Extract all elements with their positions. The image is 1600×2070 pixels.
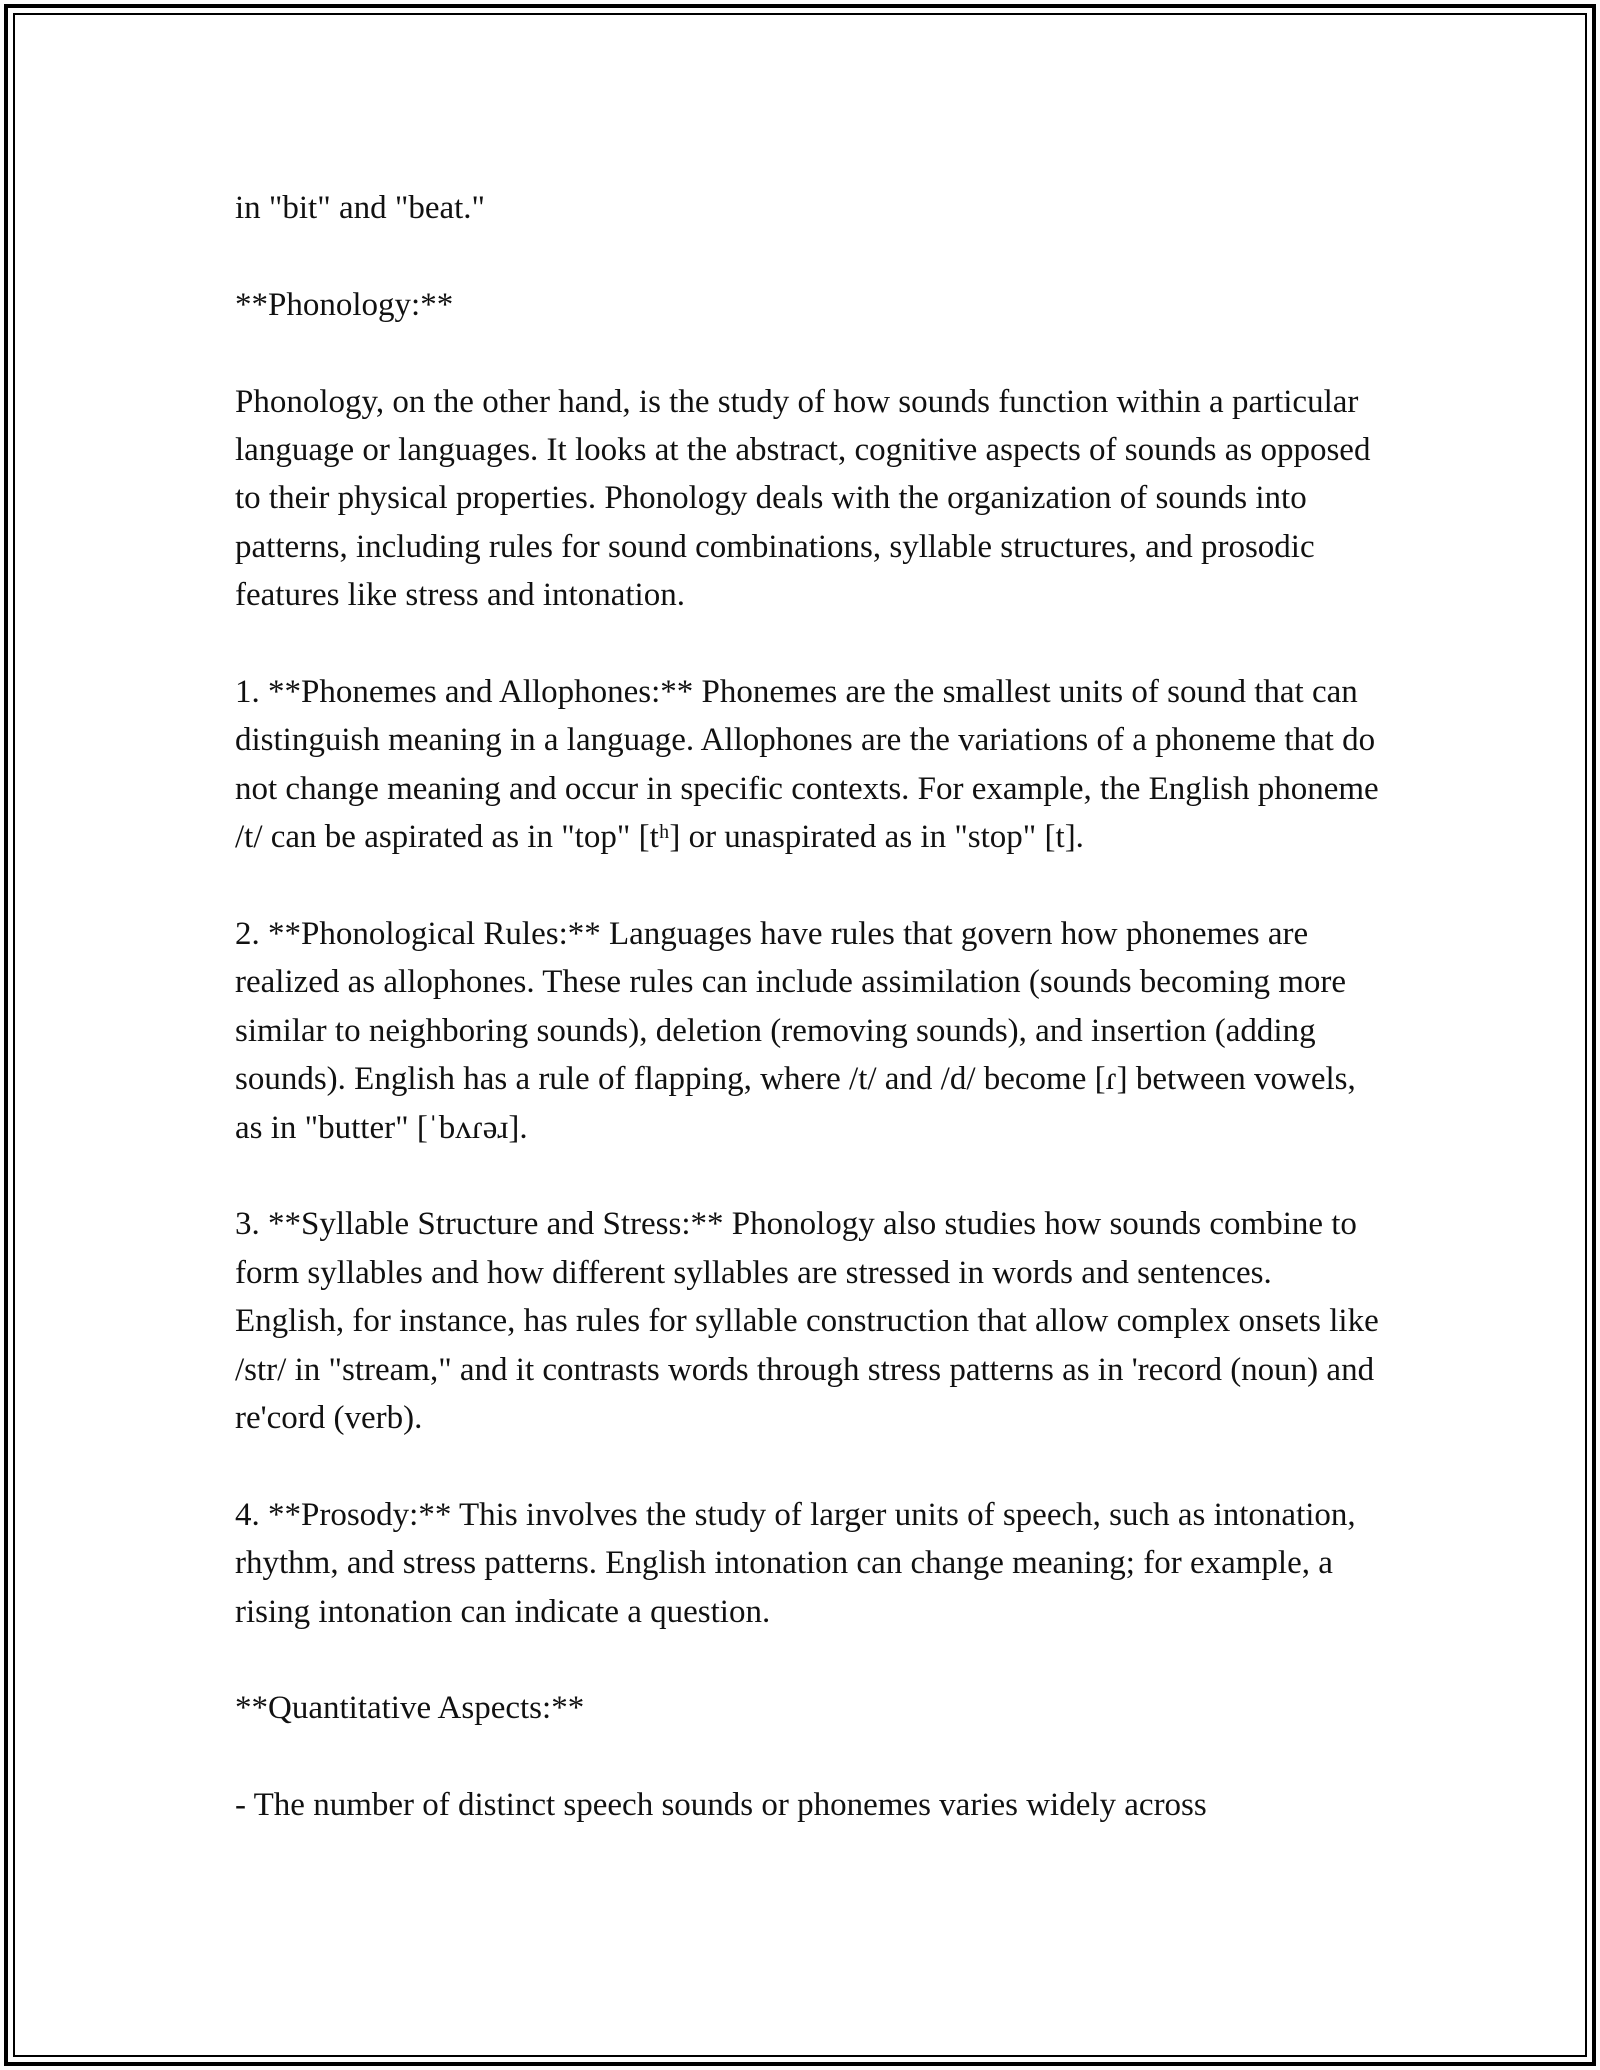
heading-quantitative-aspects: **Quantitative Aspects:** [235,1690,585,1727]
list-item-phonemes-allophones: 1. **Phonemes and Allophones:** Phonemes are the smallest units of sound that can distinguish meaning in a language. Allophones are the variations of a phoneme that do not change meaning and occur in specific contexts. For example, the English phoneme /t/ can be aspirated as in "top" [tʰ] or unaspirated as in "stop" [t]. [235,674,1379,856]
paragraph-continuation: in "bit" and "beat." [235,190,485,226]
list-item-prosody: 4. **Prosody:** This involves the study of larger units of speech, such as intonation, rhythm, and stress patterns. English intonation can change meaning; for example, a rising intonation can indicate a question. [235,1496,1356,1630]
list-item-syllable-structure: 3. **Syllable Structure and Stress:** Phonology also studies how sounds combine to form syllables and how different syllables are stressed in words and sentences. English, for instance, has rules for syllable construction that allow complex onsets like /str/ in "stream," and it contrasts words through stress patterns as in 'record (noun) and re'cord (verb). [235,1206,1379,1437]
paragraph-phonology-intro: Phonology, on the other hand, is the study of how sounds function within a particular language or languages. It looks at the abstract, cognitive aspects of sounds as opposed to their physical properties. Phonology deals with the organization of sounds into patterns, including rules for sound combinations, syllable structures, and prosodic features like stress and intonation. [235,383,1371,614]
list-item-phonological-rules: 2. **Phonological Rules:** Languages have rules that govern how phonemes are realized as allophones. These rules can include assimilation (sounds becoming more similar to neighboring sounds), deletion (removing sounds), and insertion (adding sounds). English has a rule of flapping, where /t/ and /d/ become [ɾ] between vowels, as in "butter" [ˈbʌɾəɹ]. [235,916,1356,1146]
document-body [235,184,1385,1830]
heading-phonology: **Phonology:** [235,286,454,323]
bullet-phoneme-count: - The number of distinct speech sounds or phonemes varies widely across [235,1787,1207,1824]
